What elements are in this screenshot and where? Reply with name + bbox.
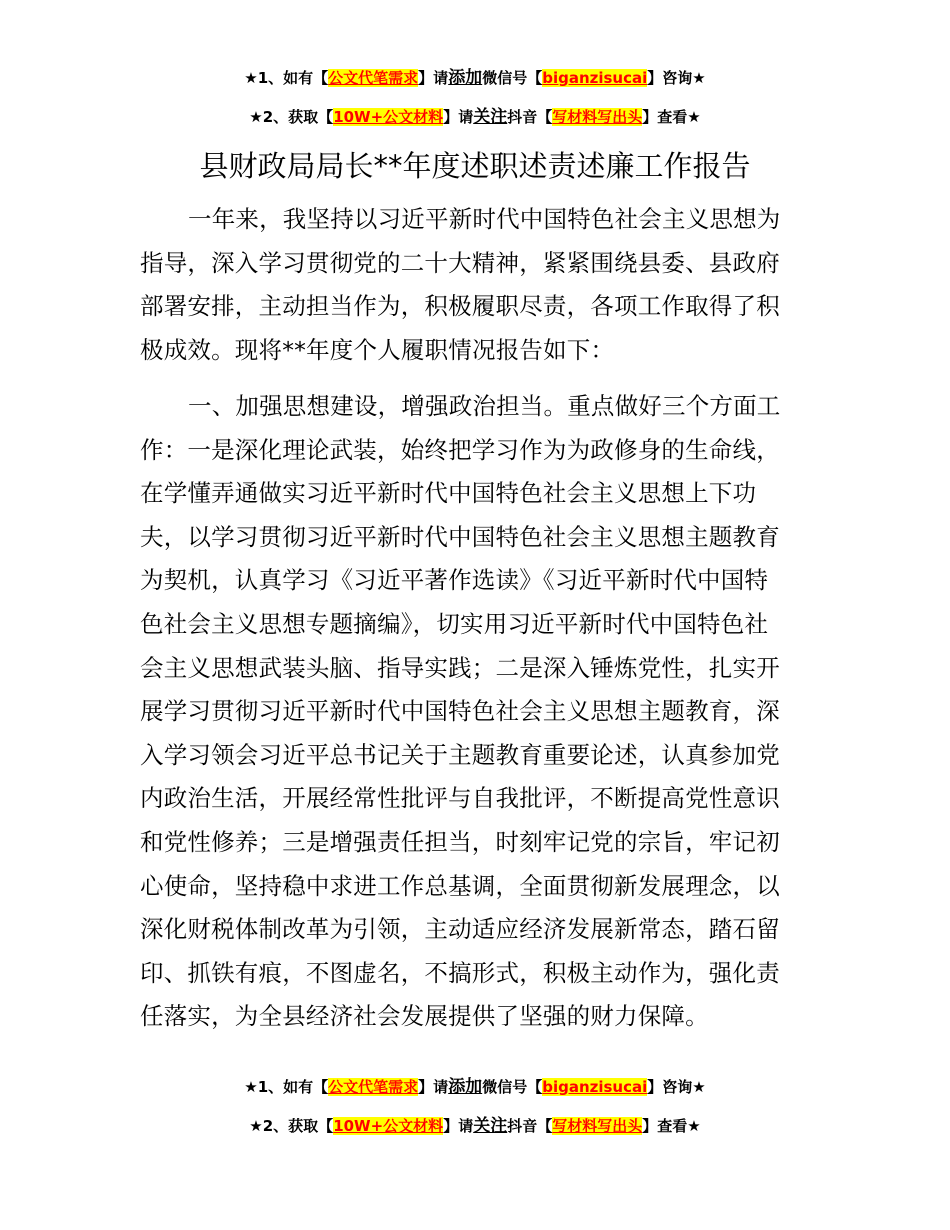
promo-highlight-douyin-id: 写材料写出头: [552, 1117, 643, 1135]
promo-highlight-service: 公文代笔需求: [328, 1078, 419, 1096]
promo-highlight-douyin-id: 写材料写出头: [552, 108, 643, 126]
promo-text: 微信号【: [482, 1078, 543, 1096]
promo-emphasis: 添加: [448, 1077, 483, 1097]
text-line: 作：一是深化理论武装，始终把学习作为为政修身的生命线，: [140, 435, 780, 464]
promo-text: 】请: [443, 108, 474, 126]
header-promo-line-2: [0, 106, 950, 128]
text-line: 入学习领会习近平总书记关于主题教育重要论述，认真参加党: [140, 740, 780, 769]
promo-emphasis: 添加: [448, 68, 483, 88]
document-title: 县财政局局长**年度述职述责述廉工作报告: [199, 149, 751, 183]
footer-promo-line-1: [0, 1076, 950, 1098]
promo-prefix: ★2、获取【: [249, 1117, 334, 1135]
promo-suffix: 】咨询★: [647, 69, 706, 87]
promo-highlight-materials: 10W+公文材料: [333, 108, 444, 126]
promo-text: 】请: [418, 1078, 449, 1096]
text-line: 指导，深入学习贯彻党的二十大精神，紧紧围绕县委、县政府: [140, 248, 780, 277]
promo-emphasis: 关注: [473, 1116, 508, 1136]
promo-text: 】请: [418, 69, 449, 87]
text-line: 内政治生活，开展经常性批评与自我批评，不断提高党性意识: [140, 784, 780, 813]
text-line: 印、抓铁有痕，不图虚名，不搞形式，积极主动作为，强化责: [140, 958, 780, 987]
paragraph-section-1: [140, 385, 816, 1039]
text-line: 一、加强思想建设，增强政治担当。重点做好三个方面工: [188, 392, 781, 420]
promo-prefix: ★1、如有【: [244, 1078, 329, 1096]
promo-emphasis: 关注: [473, 107, 508, 127]
text-line: 展学习贯彻习近平新时代中国特色社会主义思想主题教育，深: [140, 697, 780, 726]
promo-text: 抖音【: [507, 108, 553, 126]
text-line: 色社会主义思想专题摘编》，切实用习近平新时代中国特色社: [140, 609, 769, 638]
text-line: 会主义思想武装头脑、指导实践；二是深入锤炼党性，扎实开: [140, 653, 780, 682]
text-line: 任落实，为全县经济社会发展提供了坚强的财力保障。: [140, 1002, 709, 1031]
promo-prefix: ★2、获取【: [249, 108, 334, 126]
promo-highlight-materials: 10W+公文材料: [333, 1117, 444, 1135]
promo-suffix: 】咨询★: [647, 1078, 706, 1096]
promo-highlight-wechat-id: biganzisucai: [542, 69, 648, 87]
text-line: 和党性修养；三是增强责任担当，时刻牢记党的宗旨，牢记初: [140, 827, 780, 856]
text-line: 夫，以学习贯彻习近平新时代中国特色社会主义思想主题教育: [140, 522, 780, 551]
promo-text: 】请: [443, 1117, 474, 1135]
text-line: 为契机，认真学习《习近平著作选读》《习近平新时代中国特: [140, 566, 769, 595]
text-line: 一年来，我坚持以习近平新时代中国特色社会主义思想为: [188, 205, 781, 233]
promo-suffix: 】查看★: [642, 108, 701, 126]
promo-highlight-wechat-id: biganzisucai: [542, 1078, 648, 1096]
header-promo-line-1: [0, 67, 950, 89]
text-line: 部署安排，主动担当作为，积极履职尽责，各项工作取得了积: [140, 292, 780, 321]
text-line: 心使命，坚持稳中求进工作总基调，全面贯彻新发展理念，以: [140, 871, 780, 900]
promo-text: 微信号【: [482, 69, 543, 87]
text-line: 极成效。现将**年度个人履职情况报告如下：: [140, 335, 615, 364]
footer-promo-line-2: [0, 1115, 950, 1137]
promo-prefix: ★1、如有【: [244, 69, 329, 87]
text-line: 深化财税体制改革为引领，主动适应经济发展新常态，踏石留: [140, 915, 780, 944]
text-line: 在学懂弄通做实习近平新时代中国特色社会主义思想上下功: [140, 479, 757, 508]
promo-text: 抖音【: [507, 1117, 553, 1135]
promo-suffix: 】查看★: [642, 1117, 701, 1135]
promo-highlight-service: 公文代笔需求: [328, 69, 419, 87]
paragraph-intro: [140, 198, 816, 372]
